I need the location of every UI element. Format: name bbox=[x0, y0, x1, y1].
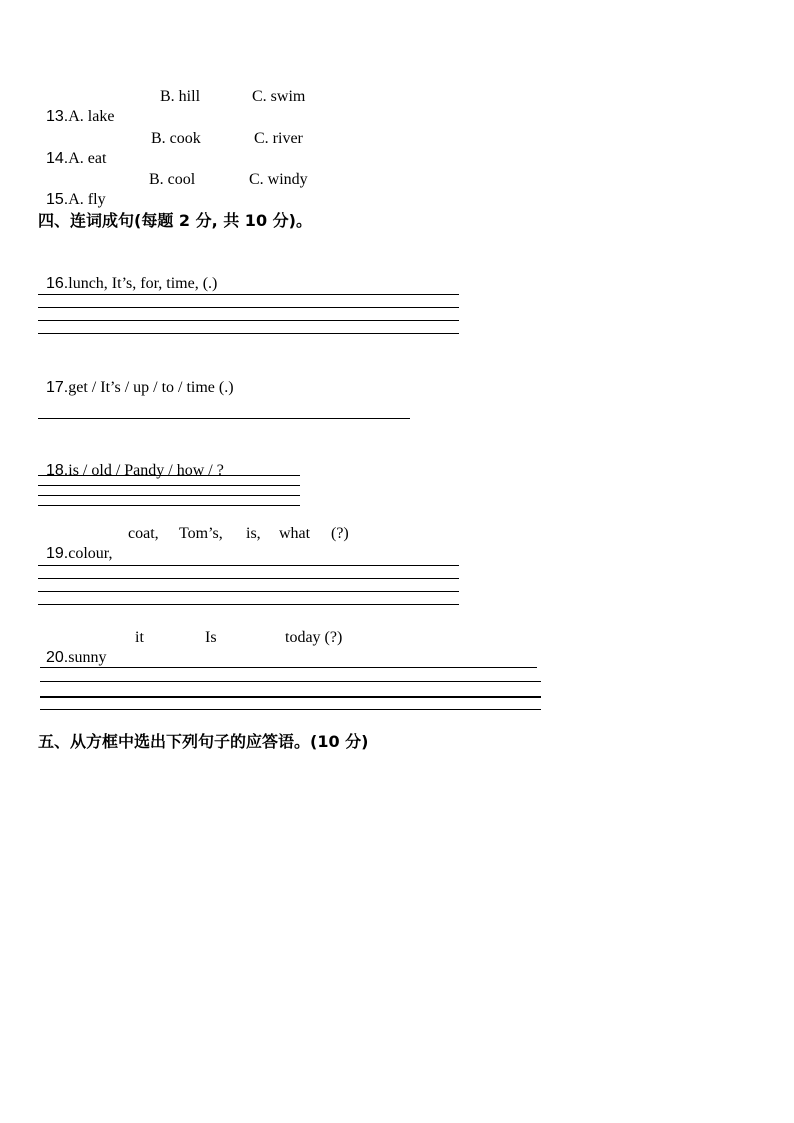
option-b: B. cool bbox=[149, 171, 196, 188]
writing-line[interactable] bbox=[38, 495, 300, 496]
option-c: C. swim bbox=[252, 88, 306, 105]
question-word: sunny bbox=[68, 649, 107, 666]
question-number: 15. bbox=[46, 191, 69, 208]
question-15 bbox=[38, 170, 106, 210]
option-a: A. eat bbox=[68, 150, 107, 167]
question-number: 13. bbox=[46, 108, 69, 125]
question-16 bbox=[38, 254, 217, 294]
question-13 bbox=[38, 87, 114, 127]
writing-line[interactable] bbox=[40, 667, 537, 668]
question-number: 18. bbox=[46, 462, 69, 479]
question-word: what bbox=[279, 525, 311, 542]
question-words: lunch, It’s, for, time, (.) bbox=[68, 275, 218, 292]
question-word: today (?) bbox=[285, 629, 343, 646]
writing-line[interactable] bbox=[38, 604, 459, 605]
question-17 bbox=[38, 358, 234, 398]
question-number: 17. bbox=[46, 379, 69, 396]
question-word: Is bbox=[205, 629, 217, 646]
option-b: B. cook bbox=[151, 130, 201, 147]
option-a: A. lake bbox=[68, 108, 115, 125]
writing-line[interactable] bbox=[38, 320, 459, 321]
writing-line[interactable] bbox=[38, 475, 300, 476]
option-c: C. windy bbox=[249, 171, 308, 188]
question-word: colour, bbox=[68, 545, 113, 562]
question-words: is / old / Pandy / how / ? bbox=[68, 462, 224, 479]
question-number: 19. bbox=[46, 545, 69, 562]
writing-line[interactable] bbox=[38, 505, 300, 506]
question-19 bbox=[38, 524, 112, 564]
option-b: B. hill bbox=[160, 88, 201, 105]
writing-line[interactable] bbox=[40, 681, 541, 682]
question-word: (?) bbox=[331, 525, 349, 542]
question-20 bbox=[38, 628, 106, 668]
writing-line[interactable] bbox=[38, 418, 410, 419]
question-word: it bbox=[135, 629, 144, 646]
writing-line[interactable] bbox=[40, 696, 541, 698]
option-c: C. river bbox=[254, 130, 303, 147]
writing-line[interactable] bbox=[38, 578, 459, 579]
section-5-title: 五、从方框中选出下列句子的应答语。(10 分) bbox=[38, 732, 369, 751]
section-4-title: 四、连词成句(每题 2 分, 共 10 分)。 bbox=[38, 211, 312, 230]
writing-line[interactable] bbox=[38, 333, 459, 334]
option-a: A. fly bbox=[68, 191, 106, 208]
writing-line[interactable] bbox=[38, 565, 459, 566]
question-number: 14. bbox=[46, 150, 69, 167]
question-words: get / It’s / up / to / time (.) bbox=[68, 379, 234, 396]
question-number: 16. bbox=[46, 275, 69, 292]
writing-line[interactable] bbox=[40, 709, 541, 710]
writing-line[interactable] bbox=[38, 307, 459, 308]
question-14 bbox=[38, 129, 106, 169]
question-number: 20. bbox=[46, 649, 69, 666]
writing-line[interactable] bbox=[38, 591, 459, 592]
question-word: Tom’s, bbox=[179, 525, 223, 542]
writing-line[interactable] bbox=[38, 485, 300, 486]
writing-line[interactable] bbox=[38, 294, 459, 295]
question-word: is, bbox=[246, 525, 261, 542]
question-word: coat, bbox=[128, 525, 159, 542]
